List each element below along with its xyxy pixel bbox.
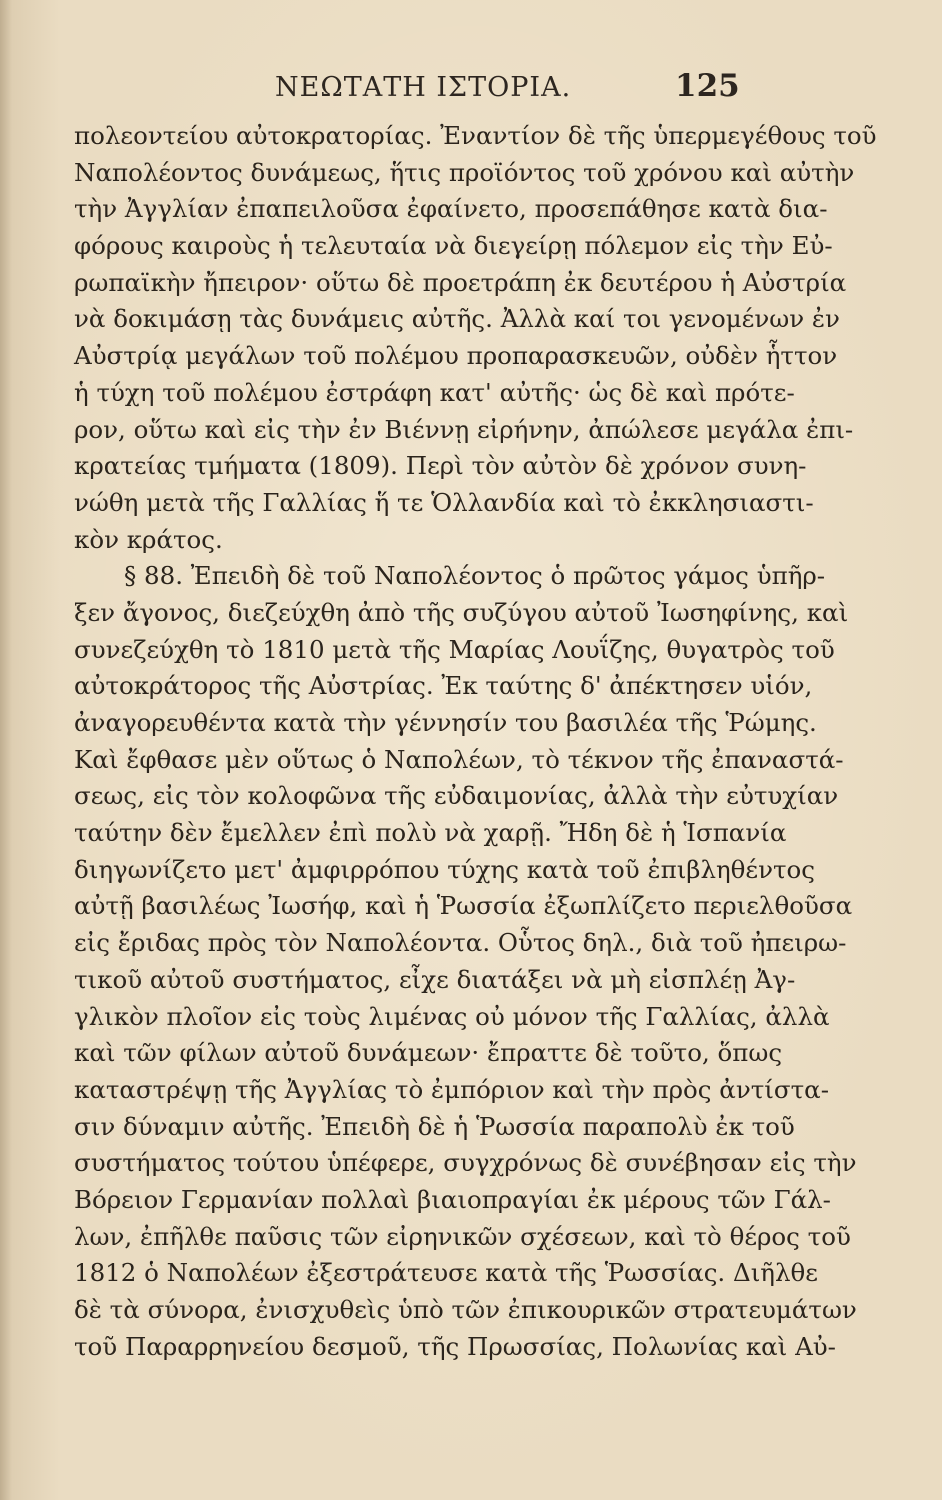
text-line: 1812 ὁ Ναπολέων ἐξεστράτευσε κατὰ τῆς Ῥωσσίας. Διῆλθε <box>74 1258 818 1288</box>
text-line: πολεοντείου αὐτοκρατορίας. Ἐναντίον δὲ τῆς ὑπερμεγέθους τοῦ <box>74 121 877 150</box>
text-line: λων, ἐπῆλθε παῦσις τῶν εἰρηνικῶν σχέσεων, καὶ τὸ θέρος τοῦ <box>74 1221 851 1251</box>
text-line: εἰς ἔριδας πρὸς τὸν Ναπολέοντα. Οὗτος δηλ., διὰ τοῦ ἠπειρω- <box>74 928 847 958</box>
text-line: αὐτοκράτορος τῆς Αὐστρίας. Ἐκ ταύτης δ' ἀπέκτησεν υἱόν, <box>74 671 813 701</box>
text-line: αὐτῇ βασιλέως Ἰωσήφ, καὶ ἡ Ῥωσσία ἐξωπλίζετο περιελθοῦσα <box>74 891 853 921</box>
text-line: γλικὸν πλοῖον εἰς τοὺς λιμένας οὐ μόνον τῆς Γαλλίας, ἀλλὰ <box>74 1001 830 1031</box>
text-line: ἡ τύχη τοῦ πολέμου ἐστράφη κατ' αὐτῆς· ὡς δὲ καὶ πρότε- <box>74 377 795 407</box>
text-line: καὶ τῶν φίλων αὐτοῦ δυνάμεων· ἔπραττε δὲ τοῦτο, ὅπως <box>74 1038 783 1068</box>
text-line: φόρους καιροὺς ἡ τελευταία νὰ διεγείρῃ πόλεμον εἰς τὴν Εὐ- <box>74 231 833 261</box>
text-line: σεως, εἰς τὸν κολοφῶνα τῆς εὐδαιμονίας, ἀλλὰ τὴν εὐτυχίαν <box>74 781 839 811</box>
paragraph-1 <box>74 118 877 558</box>
text-line: τὴν Ἀγγλίαν ἐπαπειλοῦσα ἐφαίνετο, προσεπάθησε κατὰ δια- <box>74 194 828 224</box>
text-line: ἀναγορευθέντα κατὰ τὴν γέννησίν του βασιλέα τῆς Ῥώμης. <box>74 708 817 737</box>
text-line: ταύτην δὲν ἔμελλεν ἐπὶ πολὺ νὰ χαρῇ. Ἤδη δὲ ἡ Ἱσπανία <box>74 818 787 848</box>
text-line: νὰ δοκιμάσῃ τὰς δυνάμεις αὐτῆς. Ἀλλὰ καί τοι γενομένων ἐν <box>74 304 840 334</box>
text-line: τοῦ Παραρρηνείου δεσμοῦ, τῆς Πρωσσίας, Πολωνίας καὶ Αὐ- <box>74 1331 836 1361</box>
text-line: δὲ τὰ σύνορα, ἐνισχυθεὶς ὑπὸ τῶν ἐπικουρικῶν στρατευμάτων <box>74 1295 857 1324</box>
text-line: συνεζεύχθη τὸ 1810 μετὰ τῆς Μαρίας Λουΐζης, θυγατρὸς τοῦ <box>74 634 835 664</box>
text-line: τικοῦ αὐτοῦ συστήματος, εἶχε διατάξει νὰ μὴ εἰσπλέῃ Ἀγ- <box>74 964 796 994</box>
text-line: νώθη μετὰ τῆς Γαλλίας ἥ τε Ὁλλανδία καὶ τὸ ἐκκλησιαστι- <box>74 487 814 517</box>
text-line: ξεν ἄγονος, διεζεύχθη ἀπὸ τῆς συζύγου αὐτοῦ Ἰωσηφίνης, καὶ <box>74 597 849 627</box>
text-line: Καὶ ἔφθασε μὲν οὕτως ὁ Ναπολέων, τὸ τέκνον τῆς ἐπαναστά- <box>74 744 844 774</box>
paragraph-2 <box>74 558 857 1365</box>
section-heading-line: § 88. Ἐπειδὴ δὲ τοῦ Ναπολέοντος ὁ πρῶτος γάμος ὑπῆρ- <box>124 561 826 591</box>
text-line: Βόρειον Γερμανίαν πολλαὶ βιαιοπραγίαι ἐκ μέρους τῶν Γάλ- <box>74 1184 831 1214</box>
text-line: ρον, οὕτω καὶ εἰς τὴν ἐν Βιέννῃ εἰρήνην, ἀπώλεσε μεγάλα ἐπι- <box>74 414 854 444</box>
text-line: διηγωνίζετο μετ' ἀμφιρρόπου τύχης κατὰ τοῦ ἐπιβληθέντος <box>74 854 816 884</box>
text-line: Ναπολέοντος δυνάμεως, ἥτις προϊόντος τοῦ χρόνου καὶ αὐτὴν <box>74 157 855 187</box>
text-line: καταστρέψῃ τῆς Ἀγγλίας τὸ ἐμπόριον καὶ τὴν πρὸς ἀντίστα- <box>74 1074 830 1104</box>
page-gutter-shadow <box>0 0 12 1500</box>
text-line: ρωπαϊκὴν ἤπειρον· οὕτω δὲ προετράπη ἐκ δευτέρου ἡ Αὐστρία <box>74 267 847 297</box>
page-number: 125 <box>675 68 740 104</box>
text-line: συστήματος τούτου ὑπέφερε, συγχρόνως δὲ συνέβησαν εἰς τὴν <box>74 1148 857 1178</box>
running-title: ΝΕΩΤΑΤΗ ΙΣΤΟΡΙΑ. <box>275 72 572 103</box>
text-line: κὸν κράτος. <box>74 524 223 554</box>
text-line: Αὐστρίᾳ μεγάλων τοῦ πολέμου προπαρασκευῶν, οὐδὲν ἧττον <box>74 341 838 371</box>
text-line: σιν δύναμιν αὐτῆς. Ἐπειδὴ δὲ ἡ Ῥωσσία παραπολὺ ἐκ τοῦ <box>74 1111 795 1141</box>
text-line: κρατείας τμήματα (1809). Περὶ τὸν αὐτὸν δὲ χρόνον συνη- <box>74 451 807 481</box>
body-text <box>74 118 877 1365</box>
running-head <box>0 68 942 108</box>
